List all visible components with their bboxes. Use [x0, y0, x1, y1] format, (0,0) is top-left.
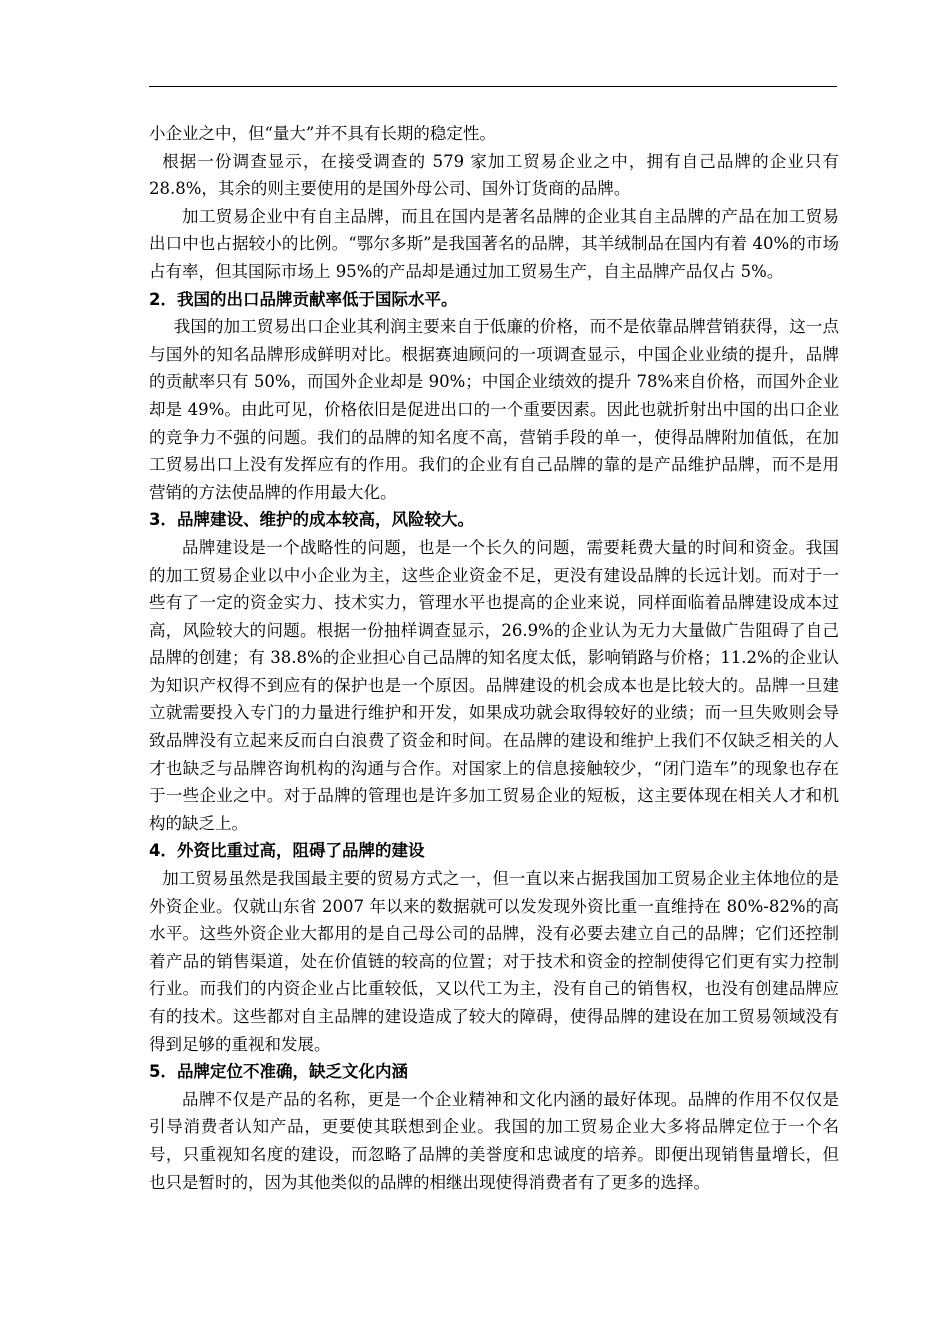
- header-rule: [149, 86, 837, 87]
- section-heading-2: 2．我国的出口品牌贡献率低于国际水平。: [149, 289, 458, 309]
- paragraph-brand-contribution: 我国的加工贸易出口企业其利润主要来自于低廉的价格，而不是依靠品牌营销获得，这一点与国外的知名品牌形成鲜明对比。根据赛迪顾问的一项调查显示，中国企业业绩的提升，品牌的贡献率只有 50%，而国外企业却是 90%；中国企业绩效的提升 78%来自价格，而国外企业却是 49%。由此可见，价格依旧是促进出口的一个重要因素。因此也就折射出中国的出口企业的竞争力不强的问题。我们的品牌的知名度不高，营销手段的单一，使得品牌附加值低，在加工贸易出口上没有发挥应有的作用。我们的企业有自己品牌的靠的是产品维护品牌，而不是用营销的方法使品牌的作用最大化。: [149, 317, 839, 502]
- paragraph-foreign-capital: 加工贸易虽然是我国最主要的贸易方式之一，但一直以来占据我国加工贸易企业主体地位的是外资企业。仅就山东省 2007 年以来的数据就可以发发现外资比重一直维持在 80%-82%的高水平。这些外资企业大都用的是自己母公司的品牌，没有必要去建立自己的品牌；它们还控制着产品的销售渠道，处在价值链的较高的位置；对于技术和资金的控制使得它们更有实力控制行业。而我们的内资企业占比重较低，又以代工为主，没有自己的销售权，也没有创建品牌应有的技术。这些都对自主品牌的建设造成了较大的障碍，使得品牌的建设在加工贸易领域没有得到足够的重视和发展。: [149, 869, 839, 1054]
- paragraph-survey: 根据一份调查显示，在接受调查的 579 家加工贸易企业之中，拥有自己品牌的企业只有 28.8%，其余的则主要使用的是国外母公司、国外订货商的品牌。: [149, 151, 839, 199]
- section-heading-4: 4．外资比重过高，阻碍了品牌的建设: [149, 841, 425, 861]
- section-heading-3: 3．品牌建设、维护的成本较高，风险较大。: [149, 510, 474, 530]
- paragraph-brand-positioning: 品牌不仅是产品的名称，更是一个企业精神和文化内涵的最好体现。品牌的作用不仅仅是引导消费者认知产品，更要使其联想到企业。我国的加工贸易企业大多将品牌定位于一个名号，只重视知名度的建设，而忽略了品牌的美誉度和忠诚度的培养。即便出现销售量增长，但也只是暂时的，因为其他类似的品牌的相继出现使得消费者有了更多的选择。: [149, 1089, 839, 1192]
- paragraph-ordos: 加工贸易企业中有自主品牌，而且在国内是著名品牌的企业其自主品牌的产品在加工贸易出口中也占据较小的比例。“鄂尔多斯”是我国著名的品牌，其羊绒制品在国内有着 40%的市场占有率，但其国际市场上 95%的产品却是通过加工贸易生产，自主品牌产品仅占 5%。: [149, 206, 839, 281]
- paragraph-brand-cost: 品牌建设是一个战略性的问题，也是一个长久的问题，需要耗费大量的时间和资金。我国的加工贸易企业以中小企业为主，这些企业资金不足，更没有建设品牌的长远计划。而对于一些有了一定的资金实力、技术实力，管理水平也提高的企业来说，同样面临着品牌建设成本过高，风险较大的问题。根据一份抽样调查显示，26.9%的企业认为无力大量做广告阻碍了自己品牌的创建；有 38.8%的企业担心自己品牌的知名度太低，影响销路与价格；11.2%的企业认为知识产权得不到应有的保护也是一个原因。品牌建设的机会成本也是比较大的。品牌一旦建立就需要投入专门的力量进行维护和开发，如果成功就会取得较好的业绩；而一旦失败则会导致品牌没有立起来反而白白浪费了资金和时间。在品牌的建设和维护上我们不仅缺乏相关的人才也缺乏与品牌咨询机构的沟通与合作。对国家上的信息接触较少，“闭门造车”的现象也存在于一些企业之中。对于品牌的管理也是许多加工贸易企业的短板，这主要体现在相关人才和机构的缺乏上。: [149, 537, 839, 833]
- section-heading-5: 5．品牌定位不准确，缺乏文化内涵: [149, 1062, 408, 1082]
- paragraph-continuation: 小企业之中，但“量大”并不具有长期的稳定性。: [149, 124, 496, 143]
- document-body: [149, 120, 839, 1196]
